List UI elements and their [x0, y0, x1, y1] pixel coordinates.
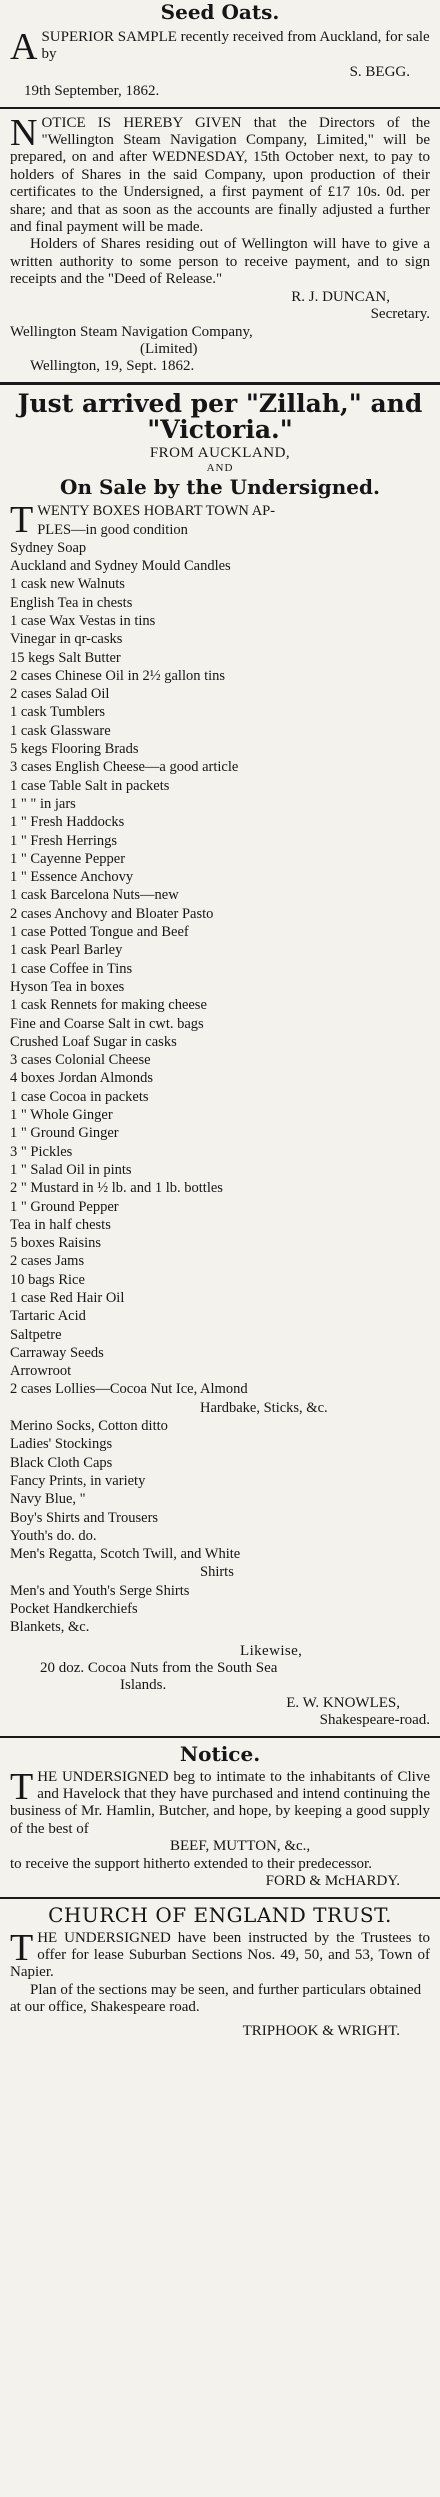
butcher-notice-title: Notice.	[179, 1741, 261, 1766]
goods-item: Black Cloth Caps	[10, 1454, 113, 1471]
steam-notice-para-1: OTICE IS HEREBY GIVEN that the Directors of the "Wellington Steam Navigation Company, Limited," will be prepared, on and after WEDNESDAY, 15th October next, to pay to holders of Shares in the said Company, upon production of their certificates to the Undersigned, a first payment of £17 10s. 0d. per share; and that as soon as the accounts are finally adjusted a further and final payment will be made.	[10, 114, 430, 236]
goods-item: Youth's do. do.	[10, 1527, 97, 1544]
goods-item: 1 " Whole Ginger	[10, 1107, 113, 1124]
goods-item: 1 cask Glassware	[10, 722, 111, 739]
goods-item: Pocket Handkerchiefs	[10, 1601, 138, 1618]
goods-item: English Tea in chests	[10, 594, 133, 611]
goods-item: 3 cases English Cheese—a good article	[10, 759, 239, 776]
goods-item: 5 kegs Flooring Brads	[10, 741, 139, 758]
goods-items-3	[10, 1582, 430, 1637]
goods-item: 1 case Wax Vestas in tins	[10, 613, 156, 629]
goods-items	[10, 539, 430, 1381]
goods-item: 1 cask Tumblers	[10, 704, 106, 721]
goods-item: 1 " Ground Pepper	[10, 1198, 119, 1215]
goods-item: Fine and Coarse Salt in cwt. bags	[10, 1015, 204, 1032]
goods-item: Men's and Youth's Serge Shirts	[10, 1582, 190, 1599]
goods-item: Saltpetre	[10, 1326, 62, 1343]
goods-item: 1 cask Rennets for making cheese	[10, 997, 207, 1014]
goods-item: Merino Socks, Cotton ditto	[10, 1418, 168, 1435]
arrived-signer: E. W. KNOWLES,	[286, 1694, 400, 1711]
goods-item: 1 " Cayenne Pepper	[10, 850, 126, 867]
dropcap: T	[10, 1926, 34, 1969]
arrived-ad	[0, 385, 440, 1736]
steam-notice-signer: R. J. DUNCAN,	[291, 288, 390, 305]
goods-item: 1 " Salad Oil in pints	[10, 1161, 132, 1178]
seed-oats-body: SUPERIOR SAMPLE recently received from Auckland, for sale by	[41, 29, 430, 63]
goods-item: Vinegar in qr-casks	[10, 631, 123, 648]
steam-notice-ad	[0, 109, 440, 382]
goods-item: 1 " Fresh Haddocks	[10, 814, 125, 831]
goods-item: Tartaric Acid	[10, 1308, 86, 1325]
goods-item: 1 case Table Salt in packets	[10, 777, 170, 794]
arrived-title-line-1: Just arrived per "Zillah," and	[17, 388, 423, 418]
butcher-notice-ad	[0, 1738, 440, 1897]
butcher-notice-signer: FORD & McHARDY.	[265, 1873, 400, 1890]
arrived-and: AND	[206, 462, 234, 475]
goods-item: Crushed Loaf Sugar in casks	[10, 1033, 177, 1050]
church-trust-ad	[0, 1899, 440, 2046]
goods-items-2	[10, 1417, 430, 1545]
seed-oats-ad	[0, 0, 440, 107]
church-trust-title: CHURCH OF ENGLAND TRUST.	[48, 1902, 392, 1927]
steam-notice-limited: (Limited)	[140, 340, 198, 357]
goods-item: 1 cask Pearl Barley	[10, 942, 123, 959]
goods-item: 1 case Cocoa in packets	[10, 1088, 149, 1105]
goods-item: 1 case Potted Tongue and Beef	[10, 924, 189, 941]
steam-notice-company: Wellington Steam Navigation Company,	[10, 323, 253, 340]
butcher-notice-body-2: to receive the support hitherto extended to their predecessor.	[10, 1855, 372, 1872]
steam-notice-role: Secretary.	[370, 306, 430, 323]
steam-notice-para-2: Holders of Shares residing out of Wellington will have to give a written authority to some person to receive payment, and to sign receipts and the "Deed of Release."	[10, 236, 430, 288]
arrived-onsale: On Sale by the Undersigned.	[60, 475, 380, 500]
goods-item: 5 boxes Raisins	[10, 1235, 102, 1252]
goods-item: Boy's Shirts and Trousers	[10, 1509, 159, 1526]
goods-item: 2 cases Chinese Oil in 2½ gallon tins	[10, 667, 226, 684]
arrived-address: Shakespeare-road.	[319, 1712, 430, 1729]
arrived-title-line-2: "Victoria."	[147, 414, 293, 444]
goods-item: 1 cask Barcelona Nuts—new	[10, 887, 179, 904]
goods-item: 10 bags Rice	[10, 1271, 85, 1288]
goods-regatta-2: Shirts	[200, 1564, 234, 1581]
goods-item: Carraway Seeds	[10, 1344, 104, 1361]
dropcap: T	[10, 1765, 34, 1808]
seed-oats-seller: S. BEGG.	[349, 63, 410, 80]
butcher-notice-goods: BEEF, MUTTON, &c.,	[170, 1838, 311, 1855]
goods-item: Ladies' Stockings	[10, 1436, 113, 1453]
dropcap: A	[10, 26, 38, 68]
butcher-notice-body: HE UNDERSIGNED beg to intimate to the inhabitants of Clive and Havelock that they have purchased and intend continuing the business of Mr. Hamlin, Butcher, and hope, by keeping a good supply of the best of	[10, 1768, 430, 1837]
goods-list	[10, 499, 430, 1636]
arrived-from: FROM AUCKLAND,	[149, 445, 291, 462]
goods-item: 1 " Ground Ginger	[10, 1125, 119, 1142]
goods-item: Hyson Tea in boxes	[10, 978, 125, 995]
goods-item: Blankets, &c.	[10, 1619, 90, 1636]
goods-item: Sydney Soap	[10, 539, 87, 556]
goods-item: 1 " Essence Anchovy	[10, 869, 134, 886]
arrived-cocoa-1: 20 doz. Cocoa Nuts from the South Sea	[40, 1660, 278, 1677]
steam-notice-place-date: Wellington, 19, Sept. 1862.	[30, 358, 195, 375]
dropcap: T	[10, 499, 34, 542]
goods-item: 1 case Red Hair Oil	[10, 1289, 125, 1306]
goods-item: 1 case Coffee in Tins	[10, 960, 133, 977]
goods-intro-1: WENTY BOXES HOBART TOWN AP-	[37, 503, 276, 520]
goods-item: 3 " Pickles	[10, 1143, 73, 1160]
goods-item: 2 cases Anchovy and Bloater Pasto	[10, 905, 214, 922]
church-trust-signer: TRIPHOOK & WRIGHT.	[242, 2022, 400, 2039]
goods-item: Arrowroot	[10, 1363, 72, 1380]
seed-oats-date: 19th September, 1862.	[24, 83, 160, 100]
goods-lollies-2: Hardbake, Sticks, &c.	[200, 1399, 328, 1416]
arrived-cocoa-2: Islands.	[120, 1677, 167, 1694]
goods-item: Fancy Prints, in variety	[10, 1472, 146, 1489]
goods-item: Tea in half chests	[10, 1216, 111, 1233]
goods-item: 1 cask new Walnuts	[10, 576, 125, 593]
goods-item: 4 boxes Jordan Almonds	[10, 1070, 153, 1087]
goods-item: 1 " " in jars	[10, 795, 76, 812]
goods-item: 1 " Fresh Herrings	[10, 832, 118, 849]
goods-regatta-1: Men's Regatta, Scotch Twill, and White	[10, 1546, 241, 1563]
goods-item: Navy Blue, "	[10, 1491, 86, 1508]
goods-item: Auckland and Sydney Mould Candles	[10, 558, 231, 575]
goods-lollies-1: 2 cases Lollies—Cocoa Nut Ice, Almond	[10, 1381, 248, 1398]
seed-oats-title: Seed Oats.	[160, 0, 280, 24]
goods-item: 2 cases Jams	[10, 1253, 85, 1270]
church-trust-body-2: Plan of the sections may be seen, and further particulars obtained at our office, Shakespeare road.	[10, 1981, 422, 2016]
arrived-likewise: Likewise,	[240, 1642, 303, 1659]
goods-item: 3 cases Colonial Cheese	[10, 1052, 151, 1069]
goods-item: 2 cases Salad Oil	[10, 686, 110, 703]
church-trust-body: HE UNDERSIGNED have been instructed by the Trustees to offer for lease Suburban Sections Nos. 49, 50, and 53, Town of Napier.	[10, 1929, 430, 1981]
dropcap: N	[10, 111, 38, 154]
goods-item: 15 kegs Salt Butter	[10, 649, 121, 666]
goods-intro-2: PLES—in good condition	[37, 521, 188, 538]
goods-item: 2 " Mustard in ½ lb. and 1 lb. bottles	[10, 1180, 223, 1197]
